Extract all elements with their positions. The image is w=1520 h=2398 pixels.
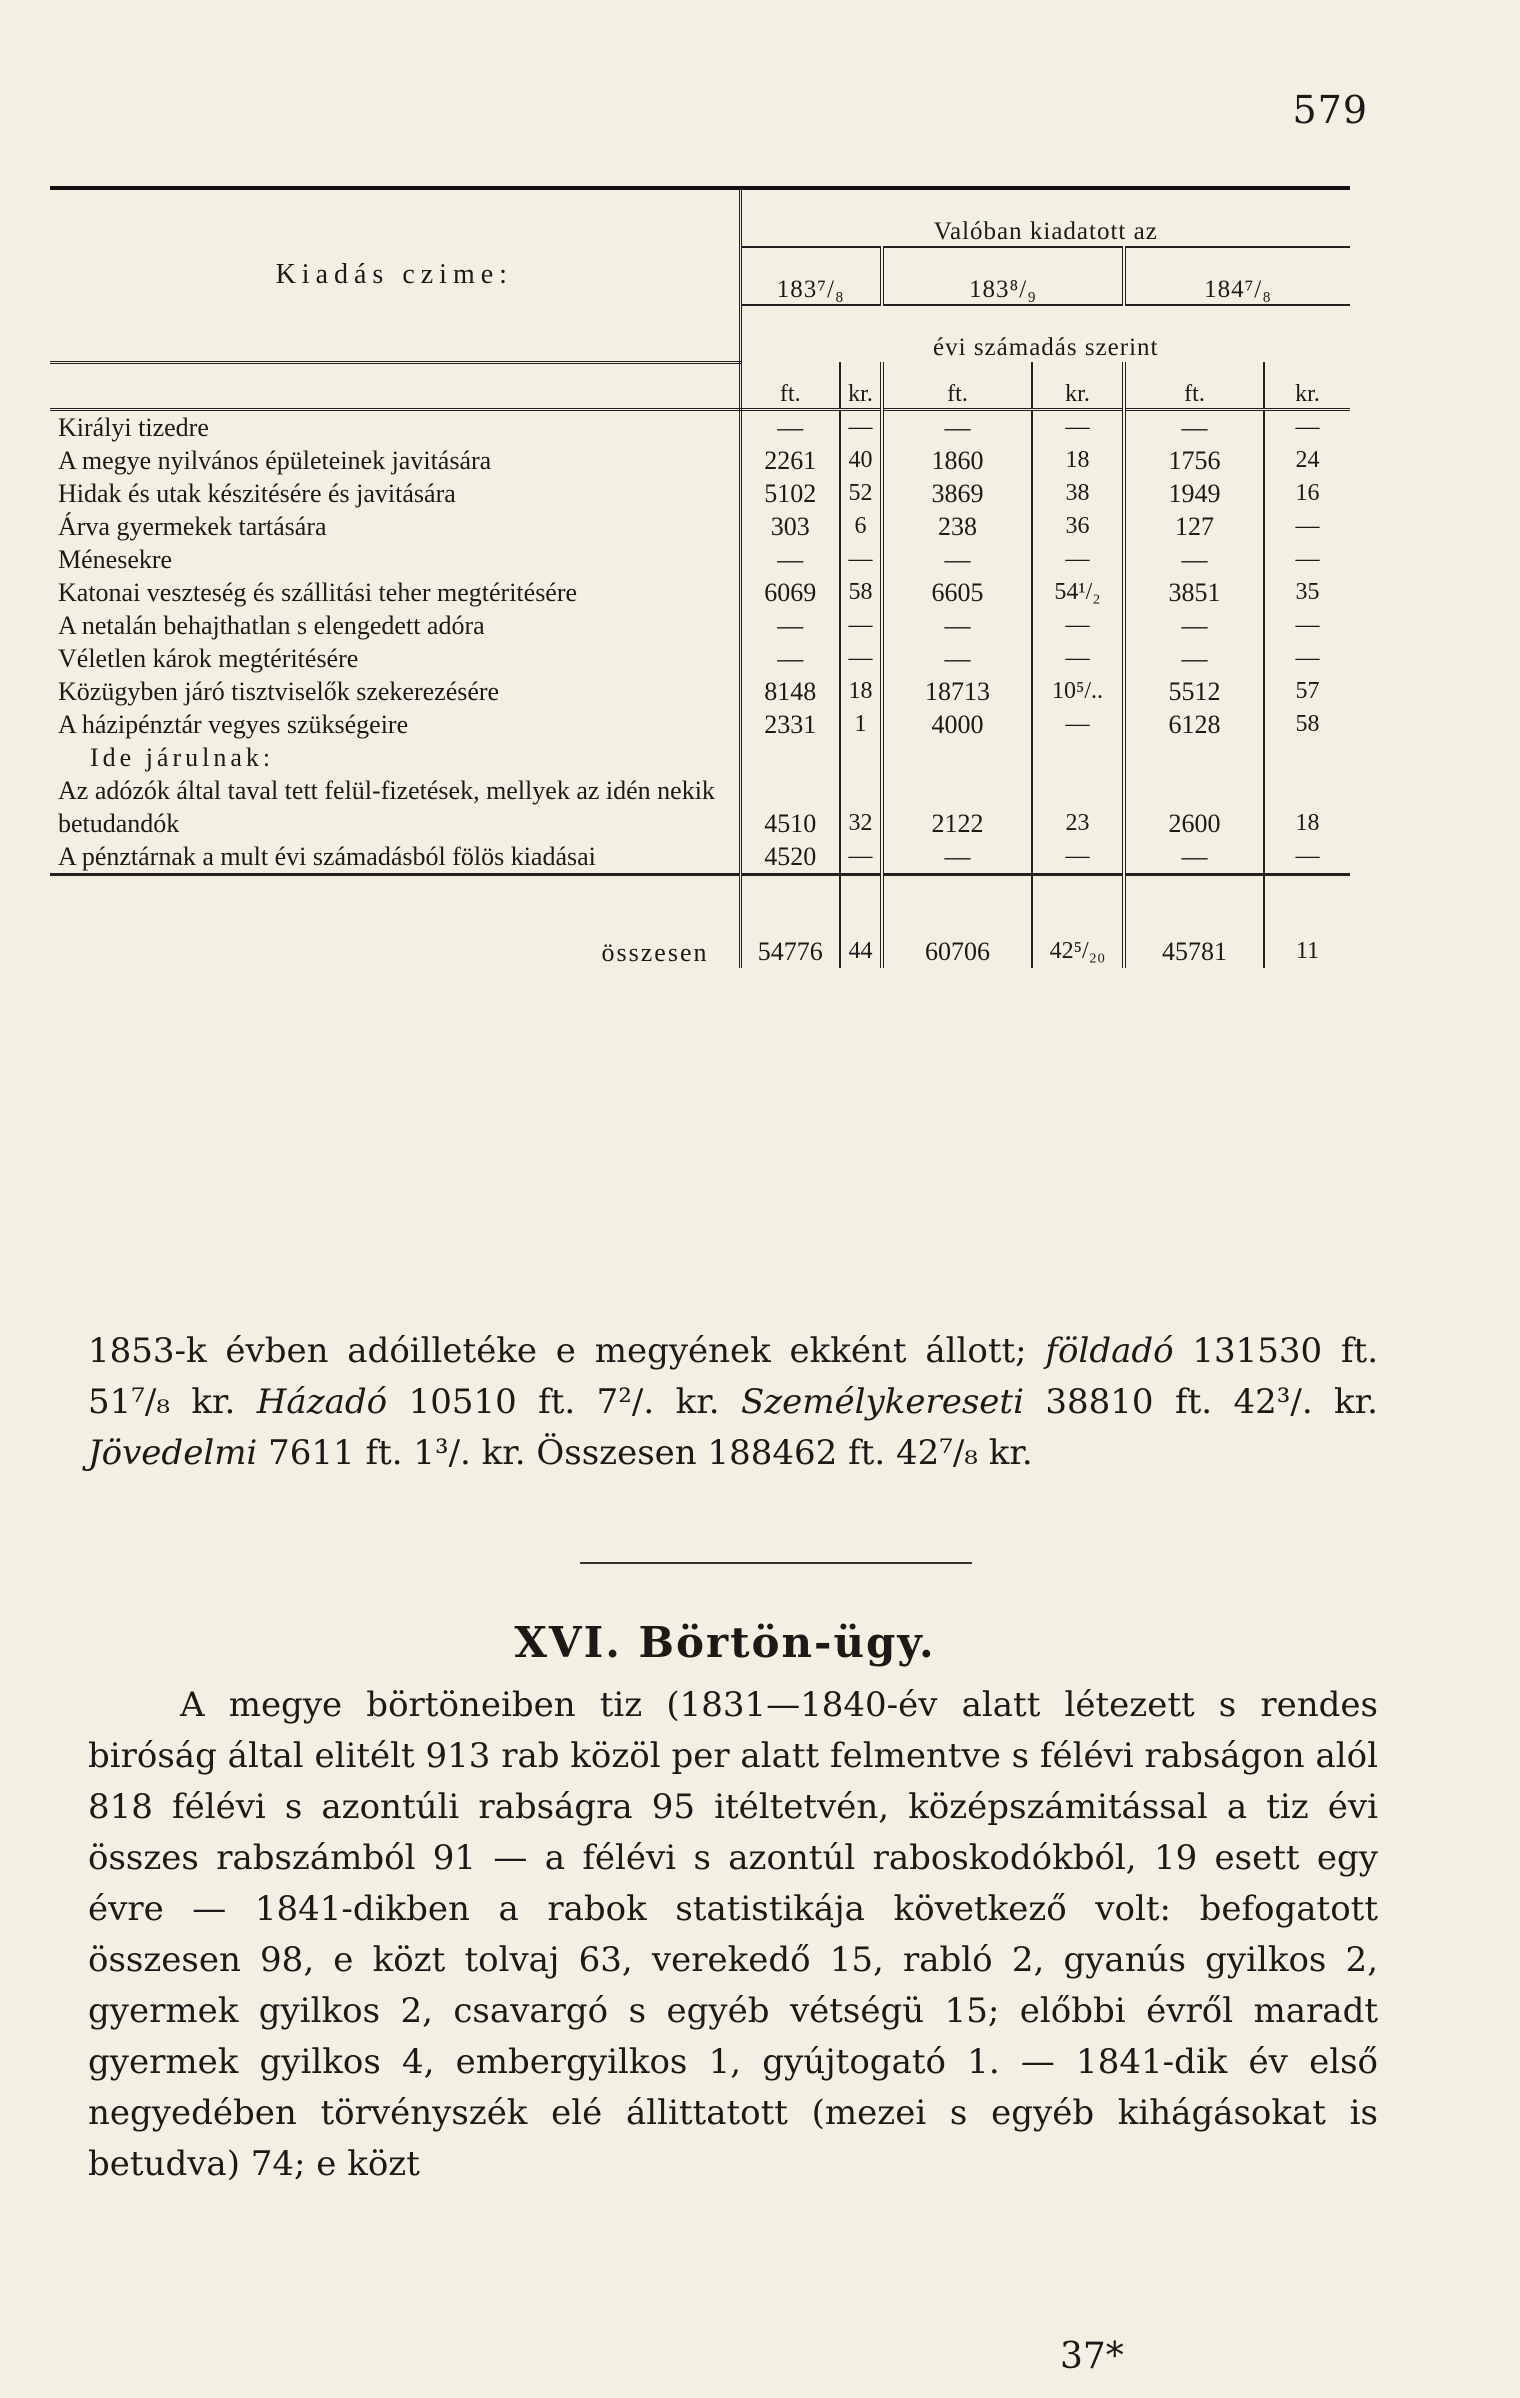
unit-kr-1: kr. — [840, 362, 882, 409]
row-value: — — [882, 543, 1032, 576]
personal-tax-value: 38810 ft. 42³/. kr. — [1045, 1382, 1378, 1422]
row-value: 58 — [840, 576, 882, 609]
land-tax-label: földadó — [1045, 1331, 1174, 1371]
total-value: 45781 — [1124, 874, 1264, 968]
row-value — [1032, 741, 1124, 774]
row-value: 18713 — [882, 675, 1032, 708]
row-value: — — [1295, 512, 1320, 539]
group-header: Valóban kiadatott az — [740, 188, 1350, 247]
row-value: 18 — [1032, 444, 1124, 477]
unit-ft-3: ft. — [1124, 362, 1264, 409]
row-value: — — [1295, 644, 1320, 671]
row-value: — — [882, 840, 1032, 875]
row-value: 35 — [1295, 578, 1320, 605]
row-value: 38 — [1032, 477, 1124, 510]
row-label: Véletlen károk megtéritésére — [50, 642, 740, 675]
row-value: 2600 — [1124, 774, 1264, 840]
row-value: 57 — [1295, 677, 1320, 704]
row-label: Királyi tizedre — [50, 409, 740, 444]
row-value: — — [1124, 840, 1264, 875]
row-value: 5512 — [1124, 675, 1264, 708]
row-label: Ménesekre — [50, 543, 740, 576]
tax-intro: 1853-k évben adóilletéke e megyének ekként állott; — [88, 1331, 1027, 1371]
row-label: A megye nyilvános épületeinek javitására — [50, 444, 740, 477]
total-row — [50, 874, 1350, 968]
tax-total: Összesen 188462 ft. 42⁷/₈ kr. — [536, 1433, 1033, 1473]
row-label: Árva gyermekek tartására — [50, 510, 740, 543]
row-value: 52 — [840, 477, 882, 510]
row-value: 3869 — [882, 477, 1032, 510]
row-value: 16 — [1295, 479, 1320, 506]
row-value: — — [740, 609, 840, 642]
row-value: — — [1295, 413, 1320, 440]
row-value: 18 — [840, 675, 882, 708]
row-value: — — [1032, 543, 1124, 576]
signature-mark: 37* — [1060, 2336, 1124, 2377]
row-value: — — [882, 642, 1032, 675]
row-value: 127 — [1124, 510, 1264, 543]
row-value: 6128 — [1124, 708, 1264, 741]
table-row — [50, 675, 1350, 708]
row-value: 58 — [1295, 710, 1320, 737]
row-value — [1264, 741, 1350, 774]
land-tax-value: 131530 ft. 51⁷/₈ kr. — [88, 1331, 1378, 1422]
row-value — [1124, 741, 1264, 774]
total-value: 54776 — [740, 874, 840, 968]
table-row — [50, 510, 1350, 543]
row-value: 3851 — [1124, 576, 1264, 609]
personal-tax-label: Személykereseti — [740, 1382, 1024, 1422]
row-label: Közügyben járó tisztviselők szekerezésére — [50, 675, 740, 708]
row-value: 32 — [840, 774, 882, 840]
row-label: A netalán behajthatlan s elengedett adóra — [50, 609, 740, 642]
row-value: — — [1032, 708, 1124, 741]
row-value: — — [1124, 543, 1264, 576]
row-value: 6069 — [740, 576, 840, 609]
income-tax-label: Jövedelmi — [88, 1433, 258, 1473]
page-number: 579 — [1292, 88, 1368, 132]
row-value: 8148 — [740, 675, 840, 708]
table-row — [50, 774, 1350, 840]
table-row — [50, 642, 1350, 675]
row-value: 23 — [1032, 774, 1124, 840]
row-value: 36 — [1032, 510, 1124, 543]
row-value: 18 — [1295, 809, 1320, 836]
row-value: — — [1124, 642, 1264, 675]
total-value: 60706 — [882, 874, 1032, 968]
row-value: — — [740, 409, 840, 444]
table-row — [50, 543, 1350, 576]
row-value: 5102 — [740, 477, 840, 510]
table-row — [50, 708, 1350, 741]
table-row — [50, 741, 1350, 774]
table-row — [50, 444, 1350, 477]
row-value: — — [740, 642, 840, 675]
row-value: — — [1295, 611, 1320, 638]
table-row — [50, 409, 1350, 444]
row-value: — — [840, 609, 882, 642]
total-value: 11 — [1264, 874, 1350, 968]
row-value: 1 — [840, 708, 882, 741]
section-divider — [580, 1562, 972, 1564]
row-value: 4000 — [882, 708, 1032, 741]
row-value: — — [882, 609, 1032, 642]
row-label: Hidak és utak készitésére és javitására — [50, 477, 740, 510]
section-heading: XVI. Börtön-ügy. — [514, 1618, 936, 1667]
row-label: A házipénztár vegyes szükségeire — [50, 708, 740, 741]
expenditure-table — [50, 186, 1350, 968]
years-subheader: évi számadás szerint — [933, 334, 1159, 361]
row-value: 2331 — [740, 708, 840, 741]
table-row — [50, 840, 1350, 875]
row-value: 6 — [840, 510, 882, 543]
row-value: — — [840, 840, 882, 875]
total-value: 44 — [840, 874, 882, 968]
row-value: 2122 — [882, 774, 1032, 840]
row-label: Ide járulnak: — [50, 741, 740, 774]
row-value: 1860 — [882, 444, 1032, 477]
row-value: 238 — [882, 510, 1032, 543]
row-label: Az adózók által taval tett felül-fizetések, mellyek az idén nekik betudandók — [50, 774, 740, 840]
row-value: — — [740, 543, 840, 576]
row-value — [740, 741, 840, 774]
row-value: — — [1295, 842, 1320, 869]
row-value: — — [840, 642, 882, 675]
year-header-1: 183⁷/₈ — [740, 247, 882, 305]
row-value: — — [1032, 609, 1124, 642]
table-row — [50, 477, 1350, 510]
row-value: 1756 — [1124, 444, 1264, 477]
unit-ft-2: ft. — [882, 362, 1032, 409]
year-header-3: 184⁷/₈ — [1124, 247, 1350, 305]
row-value: 1949 — [1124, 477, 1264, 510]
row-value: — — [840, 409, 882, 444]
row-value: 2261 — [740, 444, 840, 477]
year-header-2: 183⁸/₉ — [882, 247, 1124, 305]
row-value: — — [1032, 642, 1124, 675]
house-tax-label: Házadó — [256, 1382, 388, 1422]
row-value: 24 — [1295, 446, 1320, 473]
row-value: — — [1032, 409, 1124, 444]
house-tax-value: 10510 ft. 7²/. kr. — [408, 1382, 720, 1422]
row-value — [840, 741, 882, 774]
row-value: 4510 — [740, 774, 840, 840]
unit-kr-3: kr. — [1264, 362, 1350, 409]
row-value: — — [1032, 840, 1124, 875]
table-row — [50, 609, 1350, 642]
tax-paragraph — [88, 1326, 1378, 1479]
row-label: A pénztárnak a mult évi számadásból fölös kiadásai — [50, 840, 740, 875]
unit-ft-1: ft. — [740, 362, 840, 409]
row-value — [882, 741, 1032, 774]
row-value: — — [1124, 409, 1264, 444]
row-value: 40 — [840, 444, 882, 477]
row-label: Katonai veszteség és szállitási teher megtéritésére — [50, 576, 740, 609]
row-value: — — [1295, 545, 1320, 572]
total-value: 42⁵/₂₀ — [1032, 874, 1124, 968]
expenditure-table-wrapper — [50, 186, 1350, 1314]
row-value: 303 — [740, 510, 840, 543]
unit-kr-2: kr. — [1032, 362, 1124, 409]
row-value: — — [882, 409, 1032, 444]
income-tax-value: 7611 ft. 1³/. kr. — [268, 1433, 526, 1473]
row-value: 6605 — [882, 576, 1032, 609]
total-label: összesen — [50, 874, 740, 968]
row-value: 4520 — [740, 840, 840, 875]
prison-paragraph: A megye börtöneiben tiz (1831—1840-év alatt létezett s rendes biróság által elitélt 913 rab közöl per alatt felmentve s félévi rabságon alól 818 félévi s azontúli rabságra 95 itéltetvén, középszámitással a tiz évi összes rabszámból 91 — a félévi s azontúl raboskodókból, 19 esett egy évre — 1841-dikben a rabok statistikája következő volt: befogatott összesen 98, e közt tolvaj 63, verekedő 15, rabló 2, gyanús gyilkos 2, gyermek gyilkos 2, csavargó s egyéb vétségü 15; előbbi évről maradt gyermek gyilkos 4, embergyilkos 1, gyújtogató 1. — 1841-dik év első negyedében törvényszék elé állittatott (mezei s egyéb kihágásokat is betudva) 74; e közt — [88, 1685, 1378, 2184]
expense-title-header: Kiadás czime: — [50, 188, 740, 362]
row-value: — — [840, 543, 882, 576]
row-value: 10⁵/.. — [1032, 675, 1124, 708]
row-value: 54¹/₂ — [1032, 576, 1124, 609]
row-value: — — [1124, 609, 1264, 642]
table-row — [50, 576, 1350, 609]
